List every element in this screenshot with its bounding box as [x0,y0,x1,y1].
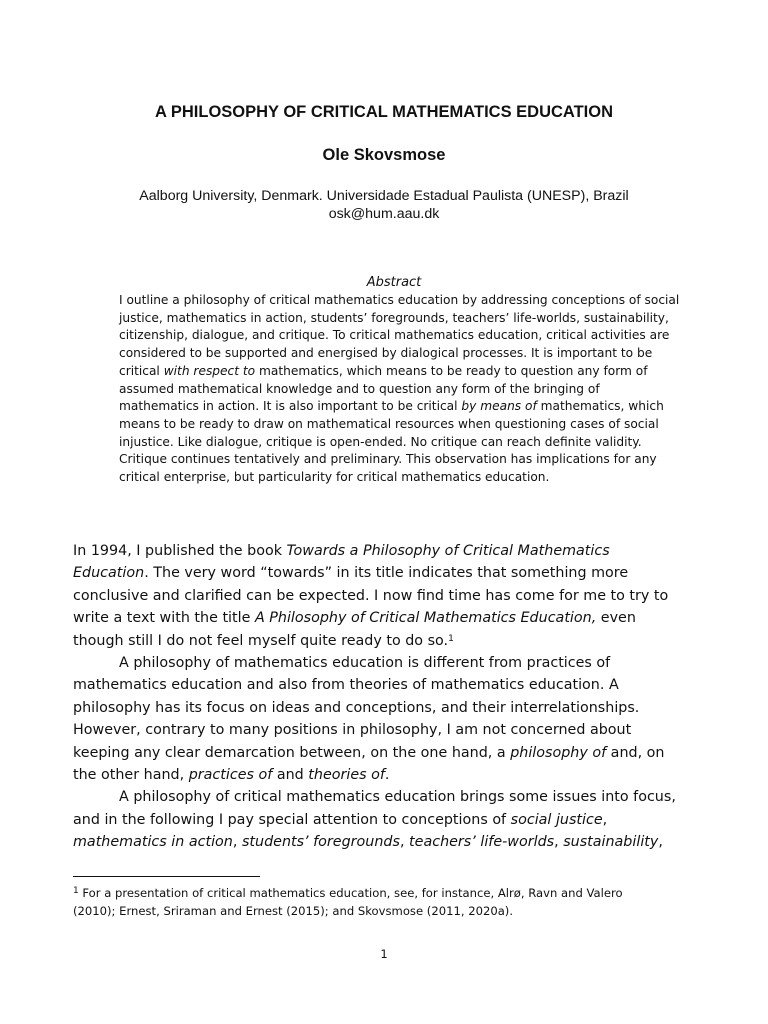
abstract-heading: Abstract [366,275,422,290]
body-line [73,809,713,831]
abstract-line [119,469,699,487]
page-number: 1 [380,947,388,961]
italic-text: A Philosophy of Critical Mathematics Education, [254,610,597,627]
text-run: , [554,834,564,851]
text-run: A philosophy of critical mathematics education brings some issues into focus, [119,789,676,806]
text-run: , [232,834,242,851]
text-run: . [384,767,390,784]
italic-text: by means of [461,399,537,414]
body-line [73,786,713,808]
italic-text: sustainability [563,834,659,851]
text-run: conclusive and clarified can be expected. I now find time has come for me to try to [73,587,669,604]
italic-text: Towards a Philosophy of Critical Mathematics [286,543,610,559]
text-run: , [602,811,608,828]
text-run: , [658,834,663,851]
abstract-line [119,292,699,310]
text-run: and, on [606,744,665,761]
text-run: However, contrary to many positions in philosophy, I am not concerned about [73,722,632,739]
footnote [73,884,713,920]
text-run: citizenship, dialogue, and critique. To critical mathematics education, critical activities are [119,328,670,343]
footnote-line [73,902,713,920]
text-run: I outline a philosophy of critical mathematics education by addressing conceptions of social [119,293,680,307]
footnote-marker: 1 [448,633,454,644]
text-run: mathematics in action. It is also important to be critical [119,399,462,414]
text-run: means to be ready to draw on mathematical resources when questioning cases of social [119,416,659,431]
text-run: For a presentation of critical mathematics education, see, for instance, Alrø, Ravn and Valero [78,886,623,900]
body-line [73,719,713,741]
italic-text: philosophy of [510,744,607,761]
footnote-separator [73,876,260,877]
abstract-line [119,398,699,416]
affiliation-block [0,187,768,223]
italic-text: practices of [188,767,273,784]
body-line [73,585,713,607]
footnote-marker: 1 [73,886,79,896]
abstract-text [119,292,699,487]
body-line [73,742,713,764]
italic-text: social justice [510,811,603,828]
italic-text: mathematics in action [73,834,233,851]
paper-title: A PHILOSOPHY OF CRITICAL MATHEMATICS EDUCATION [154,103,614,121]
italic-text: with respect to [163,363,256,378]
body-line [73,607,713,629]
body-line [73,831,713,853]
author-name: Ole Skovsmose [322,146,446,164]
text-run: Critique continues tentatively and preliminary. This observation has implications for any [119,452,657,467]
text-run: mathematics, which [536,399,664,414]
text-run: (2010); Ernest, Sriraman and Ernest (2015); and Skovsmose (2011, 2020a). [73,904,514,918]
text-run: , [399,834,410,851]
body-line [73,630,713,652]
body-line [73,540,713,562]
text-run: considered to be supported and energised by dialogical processes. It is important to be [119,346,653,361]
text-run: assumed mathematical knowledge and to question any form of the bringing of [119,381,600,396]
text-run: justice, mathematics in action, students’ foregrounds, teachers’ life-worlds, sustainability, [119,310,669,325]
text-run: write a text with the title [73,610,255,627]
body-line [73,764,713,786]
text-run: keeping any clear demarcation between, on the one hand, a [73,744,511,761]
text-run: . The very word “towards” in its title indicates that something more [144,565,629,582]
italic-text: teachers’ life-worlds [409,834,555,851]
text-run: and in the following I pay special attention to conceptions of [73,811,511,828]
text-run: critical enterprise, but particularity for critical mathematics education. [119,470,550,485]
italic-text: theories of [308,767,385,784]
text-run: though still I do not feel myself quite ready to do so. [73,632,449,649]
text-run: In 1994, I published the book [73,543,287,559]
text-run: mathematics education and also from theories of mathematics education. A [73,677,619,694]
text-run: A philosophy of mathematics education is different from practices of [119,655,611,672]
text-run: the other hand, [73,767,189,784]
affiliation: Aalborg University, Denmark. Universidade Estadual Paulista (UNESP), Brazil [139,188,629,204]
abstract-line [119,363,699,381]
body-line [73,674,713,696]
abstract-line [119,327,699,345]
footnote-line [73,884,713,902]
text-run: even [596,610,636,627]
body-line [73,652,713,674]
text-run: injustice. Like dialogue, critique is open-ended. No critique can reach definite validity. [119,434,642,449]
author-email: osk@hum.aau.dk [328,206,440,222]
italic-text: students’ foregrounds [241,834,400,851]
body-line [73,697,713,719]
body-line [73,562,713,584]
text-run: critical [119,363,164,378]
body-text [73,540,713,854]
text-run: philosophy has its focus on ideas and conceptions, and their interrelationships. [73,699,640,716]
italic-text: Education [73,565,145,582]
abstract-line [119,416,699,434]
abstract-line [119,381,699,399]
abstract-line [119,434,699,452]
abstract-line [119,310,699,328]
text-run: and [272,767,309,784]
abstract-line [119,345,699,363]
abstract-line [119,451,699,469]
text-run: mathematics, which means to be ready to question any form of [255,363,648,378]
